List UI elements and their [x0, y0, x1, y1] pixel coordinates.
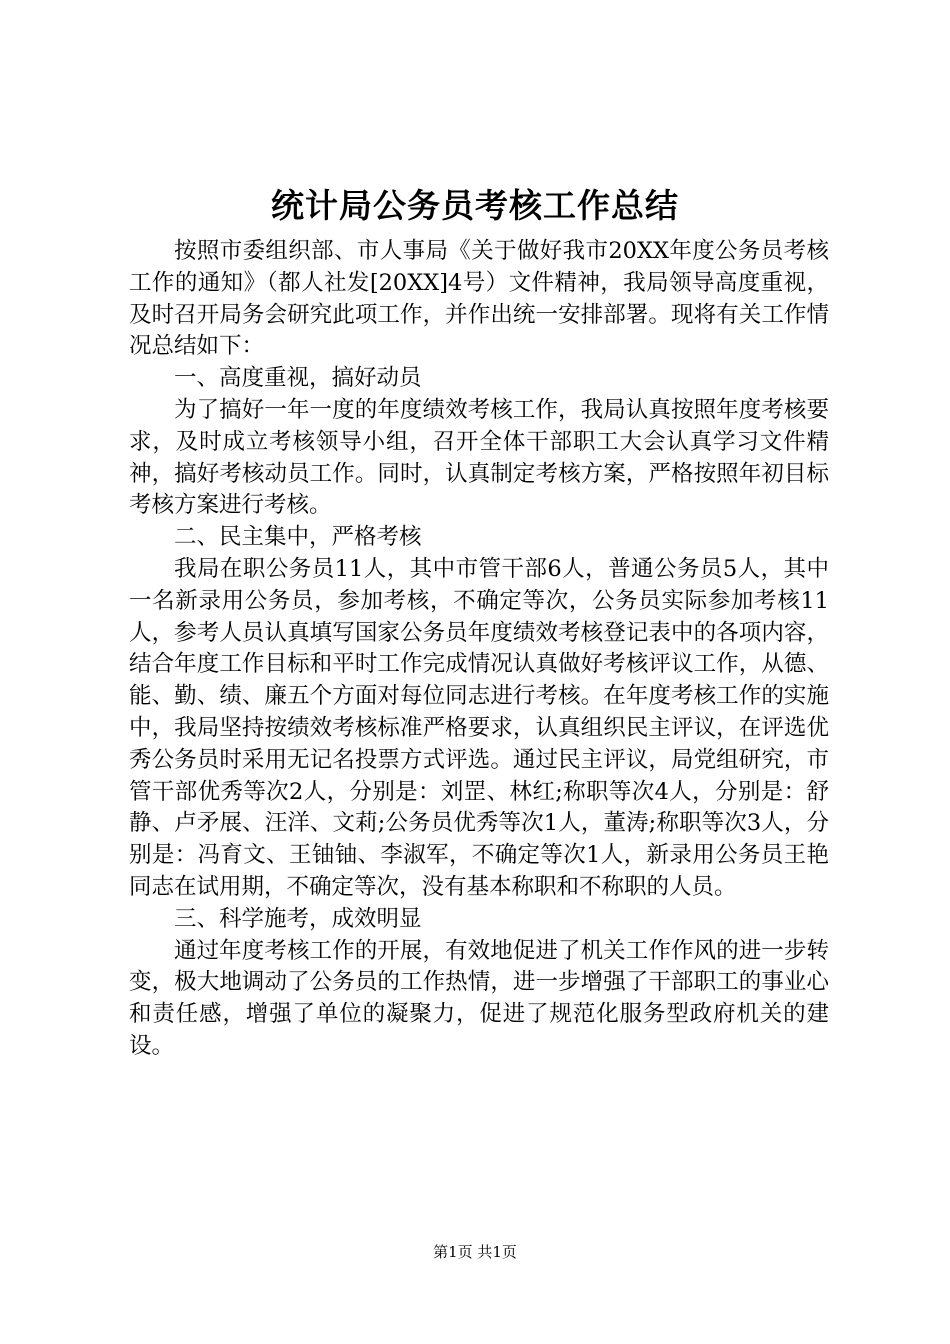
section-heading-3: 三、科学施考，成效明显	[174, 905, 422, 932]
section-paragraph-1: 为了搞好一年一度的年度绩效考核工作，我局认真按照年度考核要求，及时成立考核领导小组，召开全体干部职工大会认真学习文件精神，搞好考核动员工作。同时，认真制定考核方案，严格按照年初目标考核方案进行考核。	[129, 396, 829, 519]
section-paragraph-2: 我局在职公务员11人，其中市管干部6人，普通公务员5人，其中一名新录用公务员，参加考核，不确定等次，公务员实际参加考核11人，参考人员认真填写国家公务员年度绩效考核登记表中的各项内容，结合年度工作目标和平时工作完成情况认真做好考核评议工作，从德、能、勤、绩、廉五个方面对每位同志进行考核。在年度考核工作的实施中，我局坚持按绩效考核标准严格要求，认真组织民主评议，在评选优秀公务员时采用无记名投票方式评选。通过民主评议，局党组研究，市管干部优秀等次2人，分别是：刘罡、林红;称职等次4人，分别是：舒静、卢矛展、汪洋、文莉;公务员优秀等次1人，董涛;称职等次3人，分别是：冯育文、王铀铀、李淑军，不确定等次1人，新录用公务员王艳同志在试用期，不确定等次，没有基本称职和不称职的人员。	[129, 555, 829, 900]
section-heading-2: 二、民主集中，严格考核	[174, 524, 422, 551]
section-paragraph-3: 通过年度考核工作的开展，有效地促进了机关工作作风的进一步转变，极大地调动了公务员的工作热情，进一步增强了干部职工的事业心和责任感，增强了单位的凝聚力，促进了规范化服务型政府机关的建设。	[129, 937, 829, 1059]
page-number-footer: 第1页 共1页	[433, 1243, 517, 1261]
document-title: 统计局公务员考核工作总结	[271, 186, 679, 225]
document-body	[129, 236, 829, 1063]
section-heading-1: 一、高度重视，搞好动员	[174, 365, 422, 392]
intro-paragraph: 按照市委组织部、市人事局《关于做好我市20XX年度公务员考核工作的通知》（都人社发[20XX]4号）文件精神，我局领导高度重视，及时召开局务会研究此项工作，并作出统一安排部署。现将有关工作情况总结如下：	[129, 238, 829, 360]
